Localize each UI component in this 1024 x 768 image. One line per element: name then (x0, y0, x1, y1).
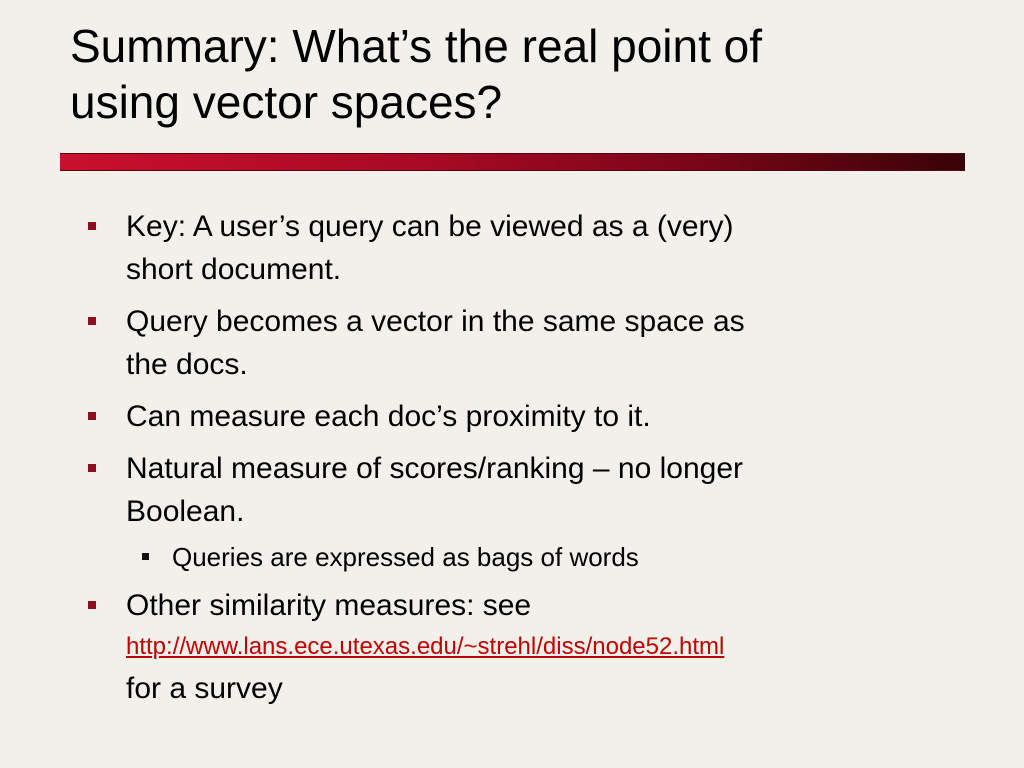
bullet-item-other-measures (88, 584, 958, 710)
title-line-1: Summary: What’s the real point of (70, 20, 762, 72)
bullet-text: Other similarity measures: see (126, 589, 532, 622)
bullet-text: Boolean. (126, 495, 245, 528)
bullet-text: Can measure each doc’s proximity to it. (126, 400, 651, 433)
bullet-list (88, 205, 958, 719)
bullet-text: short document. (126, 253, 342, 286)
bullet-text: Query becomes a vector in the same space as (126, 305, 745, 338)
title-line-2: using vector spaces? (70, 76, 503, 128)
square-bullet-icon (142, 553, 149, 560)
square-bullet-icon (88, 222, 96, 230)
bullet-item-proximity (88, 395, 958, 438)
bullet-item-query-as-document (88, 205, 958, 291)
bullet-text: Key: A user’s query can be viewed as a (very) (126, 210, 734, 243)
bullet-text: Natural measure of scores/ranking – no longer (126, 452, 743, 485)
bullet-text: for a survey (126, 672, 283, 705)
slide-title (70, 18, 970, 130)
bullet-text: the docs. (126, 348, 248, 381)
sub-bullet-text: Queries are expressed as bags of words (172, 542, 639, 572)
square-bullet-icon (88, 317, 96, 325)
title-divider (60, 153, 965, 171)
square-bullet-icon (88, 464, 96, 472)
square-bullet-icon (88, 412, 96, 420)
survey-link[interactable]: http://www.lans.ece.utexas.edu/~strehl/diss/node52.html (126, 633, 725, 660)
square-bullet-icon (88, 601, 96, 609)
bullet-item-ranking (88, 447, 958, 533)
bullet-item-query-vector (88, 300, 958, 386)
sub-bullet-item-bags-of-words (88, 538, 958, 576)
